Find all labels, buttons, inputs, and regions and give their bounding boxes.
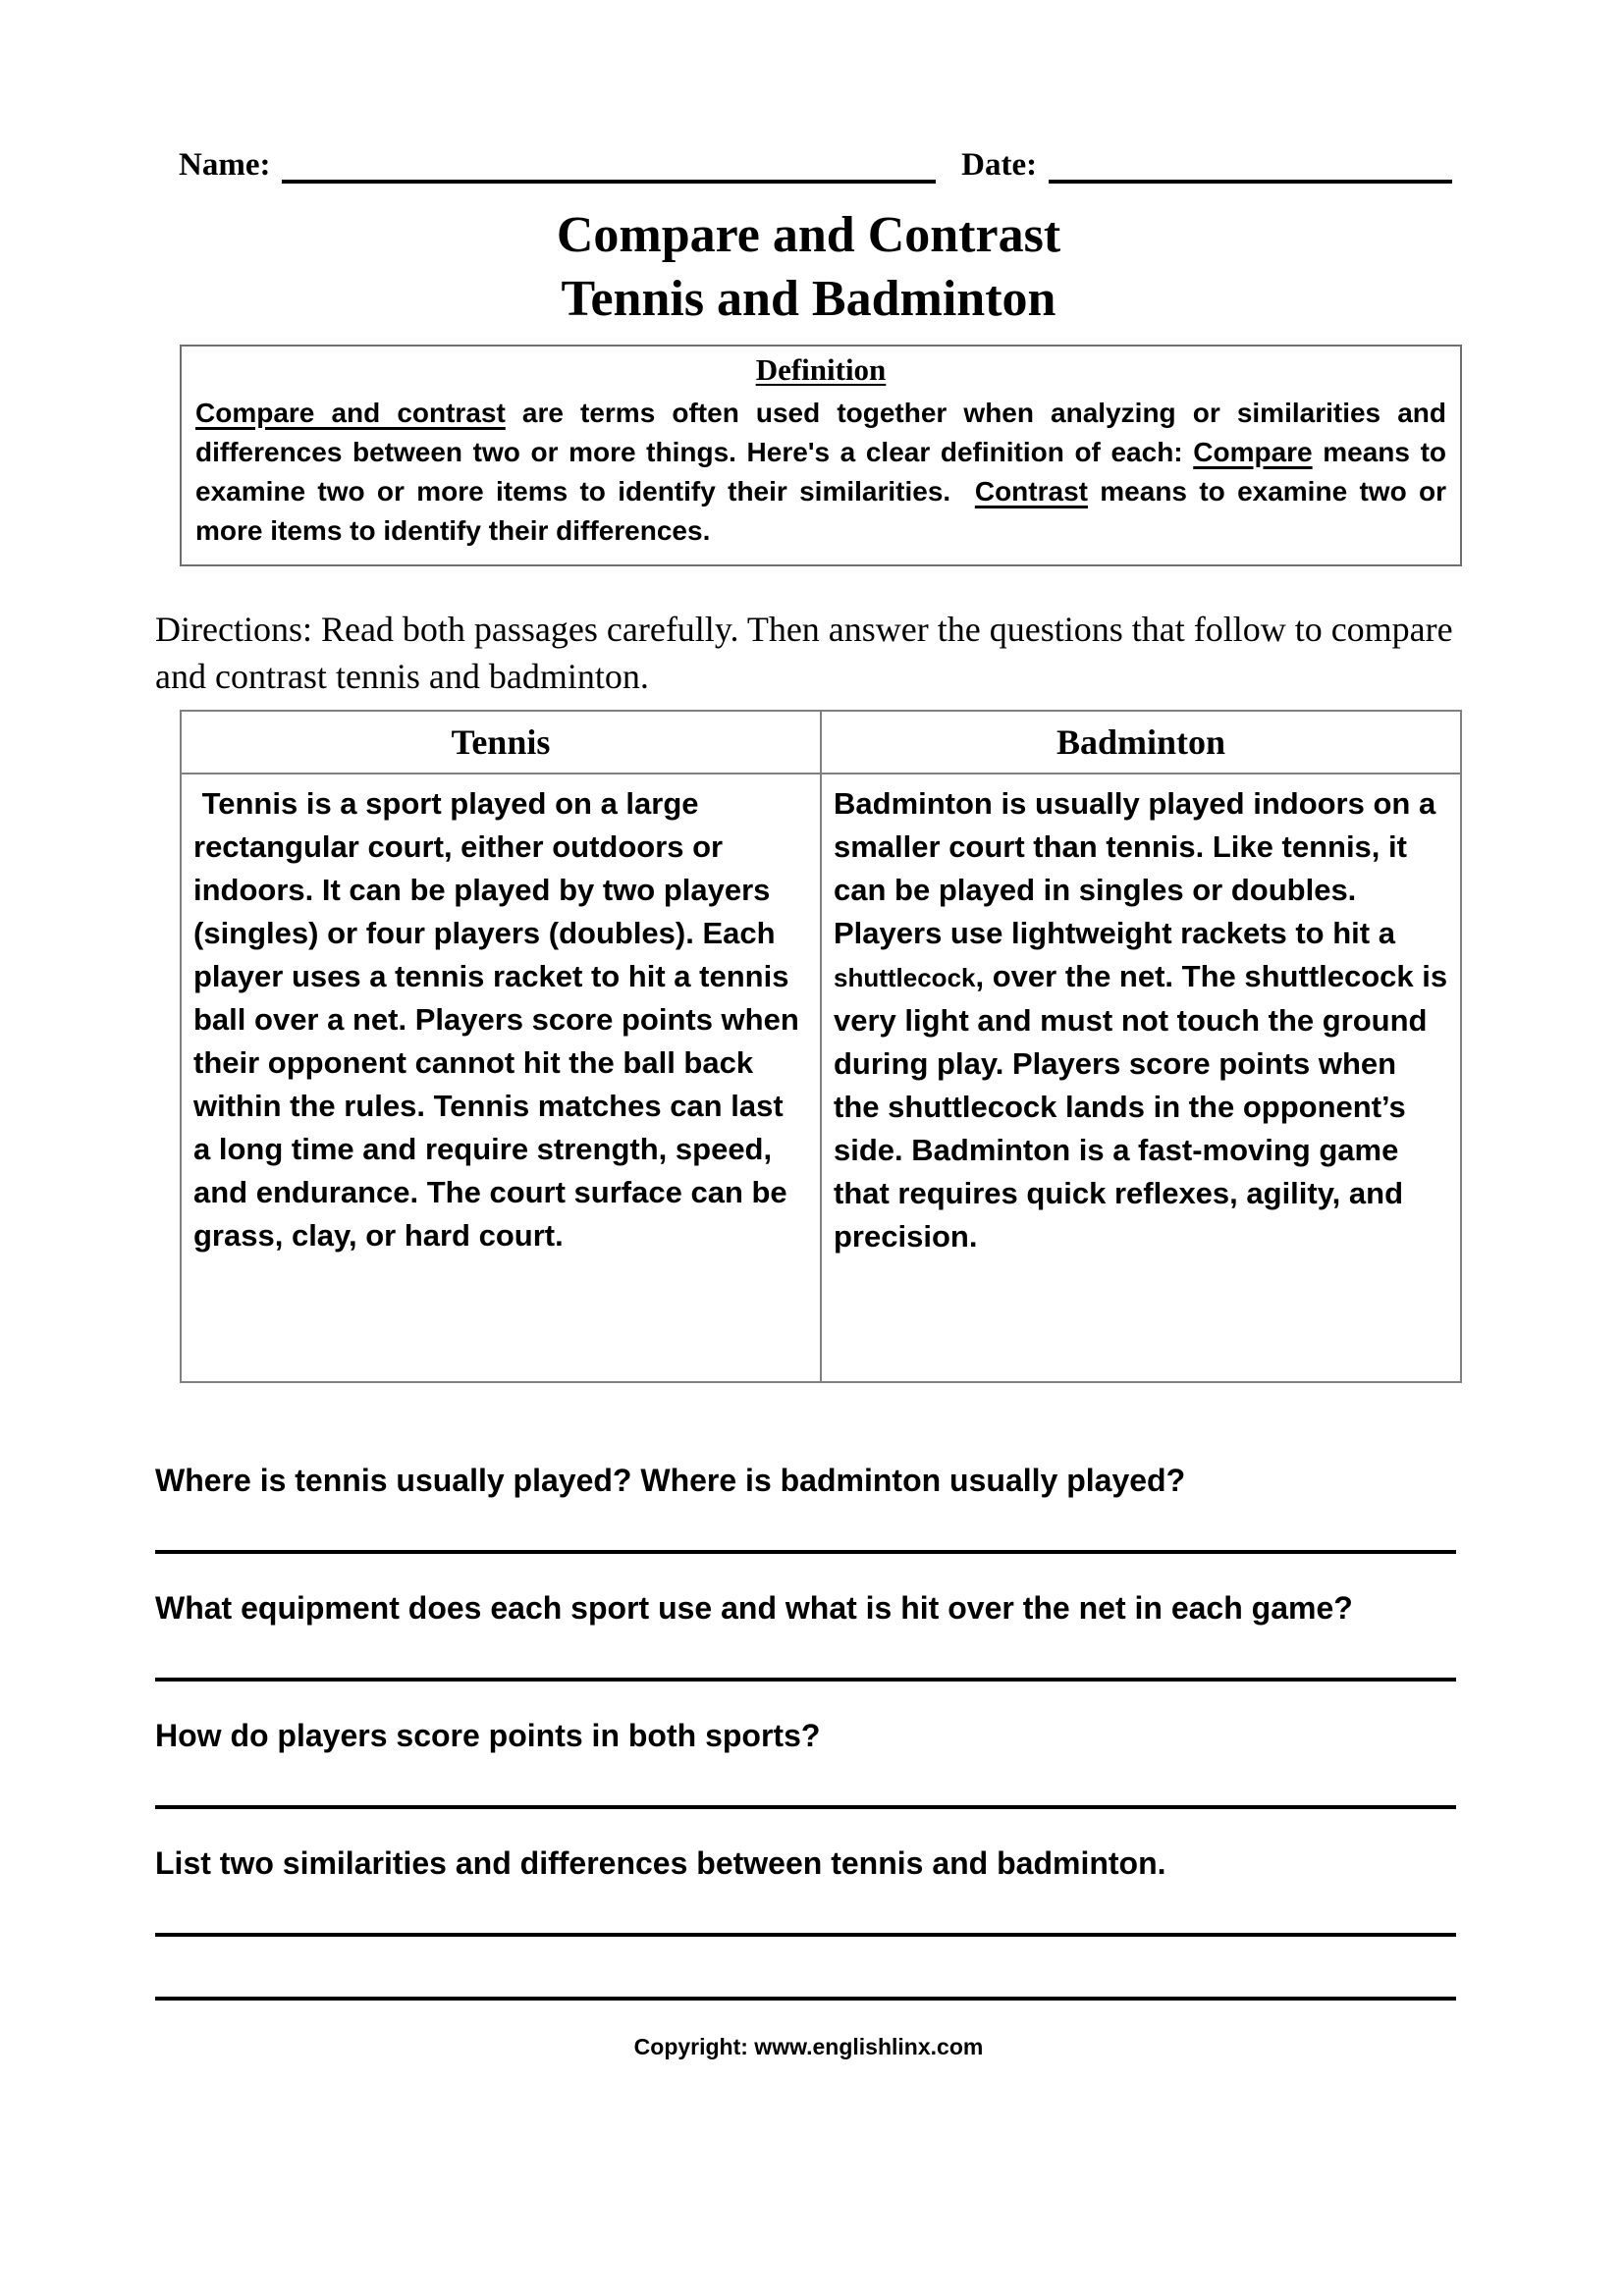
question-block-2 [155, 1587, 1456, 1682]
questions-section [155, 1460, 1456, 2001]
question-block-4 [155, 1842, 1456, 2001]
name-label: Name: [179, 147, 271, 183]
question-text-4: List two similarities and differences between tennis and badminton. [155, 1845, 1166, 1881]
tennis-passage [181, 774, 821, 1382]
answer-line-q1-1[interactable] [155, 1550, 1456, 1554]
directions-text: Directions: Read both passages carefully. Then answer the questions that follow to compare and contrast tennis and badminton. [155, 610, 1453, 696]
definition-text [195, 394, 1454, 551]
page-title-line2: Tennis and Badminton [561, 271, 1056, 327]
answer-line-q4-2[interactable] [155, 1997, 1456, 2001]
answer-line-q2-1[interactable] [155, 1678, 1456, 1682]
definition-segment-3: means to examine two or more items to identify their similarities. [195, 437, 1454, 507]
date-label: Date: [961, 147, 1038, 183]
definition-segment-1: are terms often used together when analyzing or similarities and differences between two or more things. Here's a clear definition of each: [195, 398, 1454, 467]
question-text-1: Where is tennis usually played? Where is badminton usually played? [155, 1463, 1186, 1498]
badminton-segment-1: shuttlecock [834, 963, 976, 992]
table-body-row [181, 774, 1461, 1382]
definition-segment-4: Contrast [974, 476, 1088, 507]
definition-segment-0: Compare and contrast [195, 398, 506, 428]
badminton-segment-0: Badminton is usually played indoors on a smaller court than tennis. Like tennis, it can be played in singles or doubles. Players use lightweight rackets to hit a [834, 786, 1444, 950]
badminton-column-header: Badminton [821, 711, 1461, 774]
definition-box [180, 345, 1462, 566]
answer-line-q4-1[interactable] [155, 1933, 1456, 1937]
badminton-passage [821, 774, 1461, 1382]
name-date-row [179, 147, 1452, 184]
definition-title: Definition [755, 352, 887, 387]
name-input-line[interactable] [282, 150, 936, 184]
question-text-3: How do players score points in both sports? [155, 1718, 821, 1753]
tennis-segment-0: Tennis is a sport played on a large rectangular court, either outdoors or indoors. It can be played by two players (singles) or four players (doubles). Each player uses a tennis racket to hit a tennis ball over a net. Players score points when their opponent cannot hit the ball back within the rules. Tennis matches can last a long time and require strength, speed, and endurance. The court surface can be grass, clay, or hard court. [193, 786, 808, 1253]
copyright-text: Copyright: www.englishlinx.com [633, 2034, 984, 2059]
question-block-1 [155, 1460, 1456, 1554]
page-title-line1: Compare and Contrast [556, 207, 1061, 263]
definition-segment-5: means to examine two or more items to identify their differences. [195, 476, 1454, 546]
page-title [155, 203, 1462, 331]
question-text-2: What equipment does each sport use and what is hit over the net in each game? [155, 1590, 1353, 1626]
question-block-3 [155, 1715, 1456, 1809]
comparison-table [180, 710, 1462, 1383]
tennis-column-header: Tennis [181, 711, 821, 774]
answer-line-q3-1[interactable] [155, 1805, 1456, 1809]
definition-segment-2: Compare [1193, 437, 1313, 467]
date-input-line[interactable] [1049, 150, 1452, 184]
table-header-row [181, 711, 1461, 774]
badminton-segment-2: , over the net. The shuttlecock is very light and must not touch the ground during play. Players score points when the shuttlecock lands in the opponent’s side. Badminton is a fast-moving game that requires quick reflexes, agility, and precision. [834, 959, 1456, 1254]
